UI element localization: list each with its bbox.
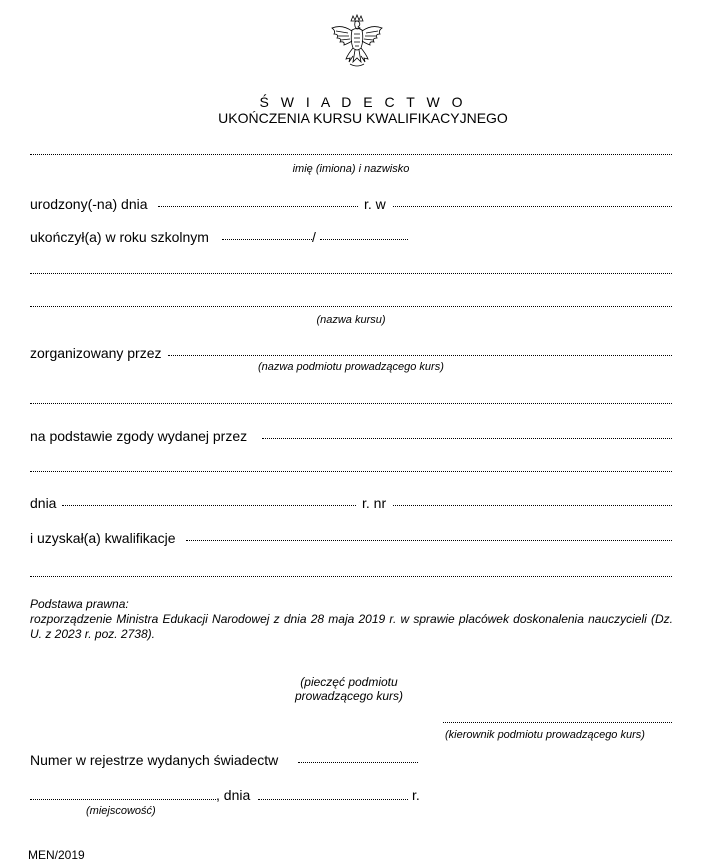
born-label: urodzony(-na) dnia — [30, 196, 148, 212]
organized-label: zorganizowany przez — [30, 345, 162, 361]
organizer-field-2[interactable] — [30, 403, 672, 404]
legal-heading: Podstawa prawna: — [30, 597, 129, 611]
course-name-field-2[interactable] — [30, 306, 672, 307]
registry-number-field[interactable] — [298, 762, 418, 763]
document-subtitle: UKOŃCZENIA KURSU KWALIFIKACYJNEGO — [218, 110, 508, 126]
place-caption: (miejscowość) — [86, 805, 156, 817]
legal-basis — [30, 597, 673, 642]
school-year-start-field[interactable] — [222, 239, 312, 240]
name-field[interactable] — [30, 154, 672, 155]
stamp-caption-line2: prowadzącego kurs) — [294, 689, 404, 703]
course-name-field-1[interactable] — [30, 273, 672, 274]
consent-date-field[interactable] — [62, 505, 356, 506]
qualification-label: i uzyskał(a) kwalifikacje — [30, 530, 176, 546]
polish-eagle-emblem-icon — [326, 12, 388, 74]
issue-date-field[interactable] — [258, 799, 408, 800]
qualification-field[interactable] — [186, 540, 672, 541]
stamp-caption — [236, 675, 462, 703]
legal-text: rozporządzenie Ministra Edukacji Narodowej z dnia 28 maja 2019 r. w sprawie placówek doskonalenia nauczycieli (Dz. U. z 2023 r. poz. 2738). — [30, 612, 673, 641]
signature-caption: (kierownik podmiotu prowadzącego kurs) — [445, 729, 645, 741]
form-code: MEN/2019 — [28, 848, 85, 862]
completed-label: ukończył(a) w roku szkolnym — [30, 229, 209, 245]
birth-date-field[interactable] — [158, 206, 358, 207]
organizer-field[interactable] — [168, 355, 672, 356]
name-caption: imię (imiona) i nazwisko — [292, 163, 410, 175]
document-title: Ś W I A D E C T W O — [259, 94, 467, 110]
birth-place-field[interactable] — [393, 206, 672, 207]
organizer-caption: (nazwa podmiotu prowadzącego kurs) — [258, 361, 444, 373]
course-caption: (nazwa kursu) — [316, 314, 386, 326]
qualification-field-2[interactable] — [30, 576, 672, 577]
school-year-end-field[interactable] — [320, 239, 408, 240]
number-label: r. nr — [362, 495, 387, 511]
issue-year-suffix: r. — [412, 787, 420, 803]
consent-authority-field-2[interactable] — [30, 471, 672, 472]
stamp-caption-line1: (pieczęć podmiotu — [300, 675, 398, 689]
signature-field[interactable] — [443, 722, 672, 723]
registry-label: Numer w rejestrze wydanych świadectw — [30, 752, 279, 768]
issue-date-label: , dnia — [216, 787, 251, 803]
slash-separator: / — [312, 229, 316, 245]
date-label: dnia — [30, 495, 57, 511]
born-place-label: r. w — [364, 196, 386, 212]
place-field[interactable] — [30, 799, 216, 800]
consent-number-field[interactable] — [393, 505, 672, 506]
consent-label: na podstawie zgody wydanej przez — [30, 428, 248, 444]
consent-authority-field[interactable] — [262, 438, 672, 439]
